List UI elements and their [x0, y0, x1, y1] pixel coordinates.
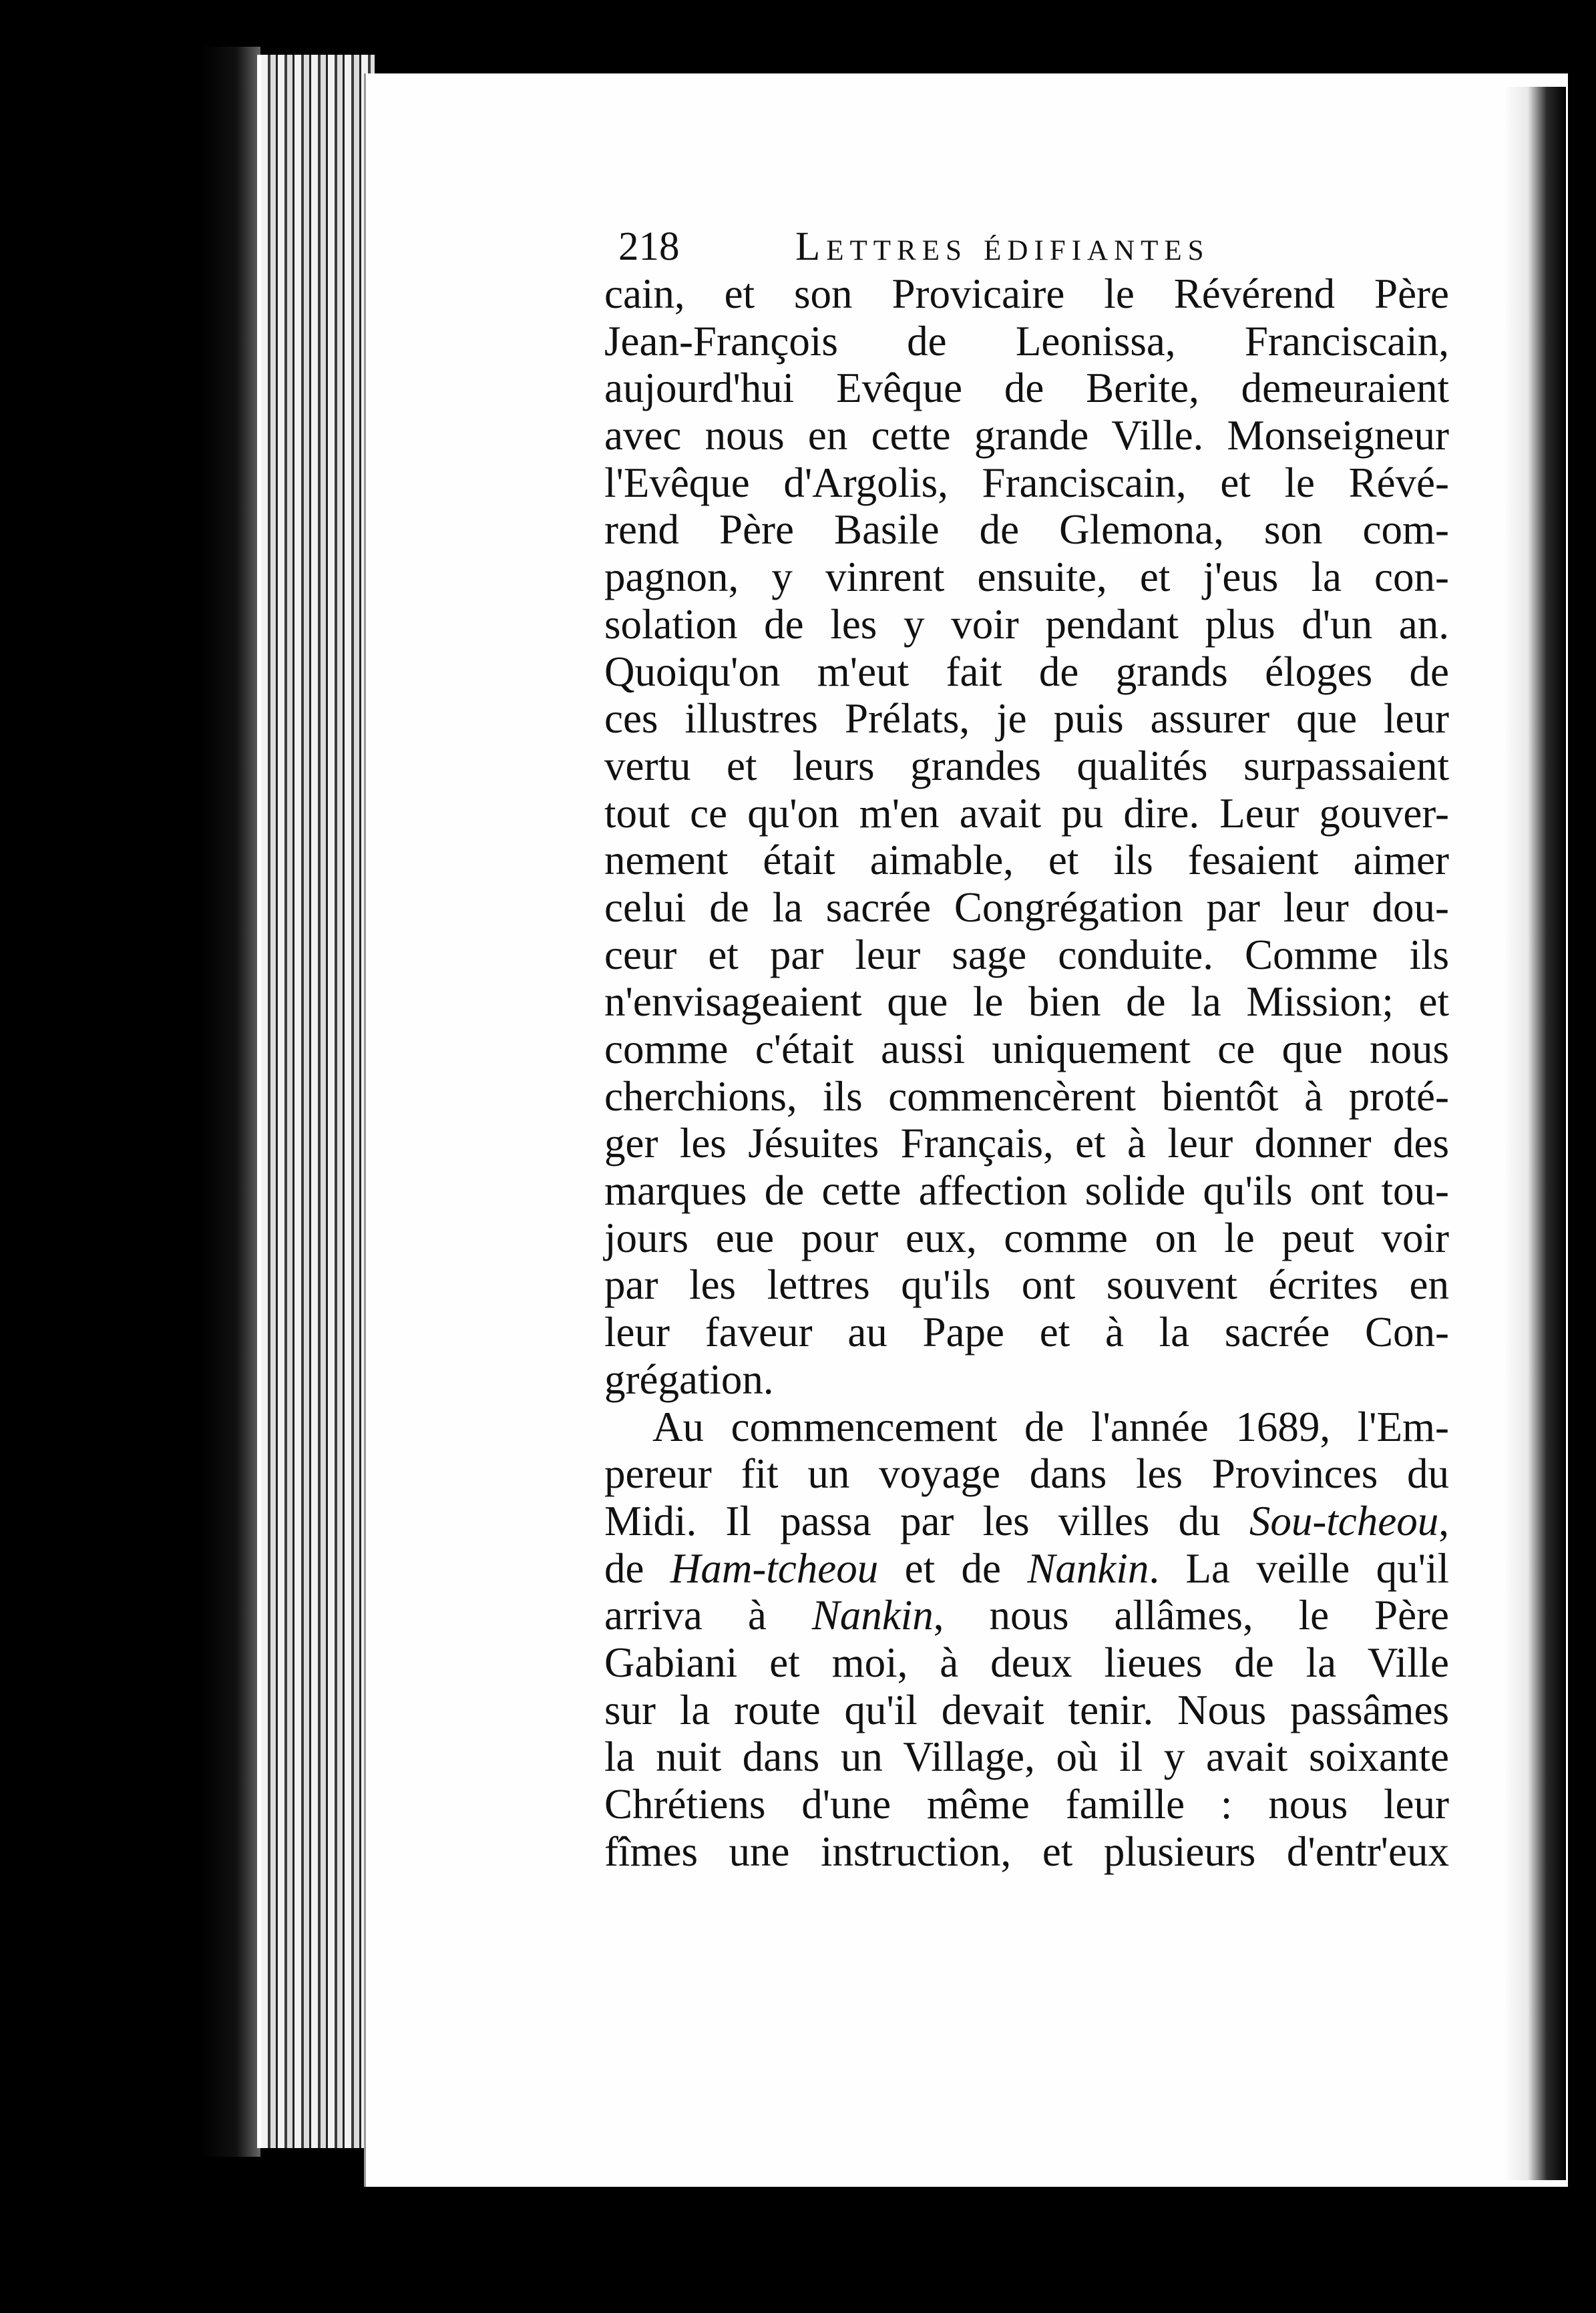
text-segment: , nous allâmes, le Père [933, 1592, 1450, 1639]
text-line: sur la route qu'il devait tenir. Nous passâmes [604, 1686, 1449, 1733]
body-text [604, 270, 1449, 1875]
text-line: l'Evêque d'Argolis, Franciscain, et le Révé- [604, 459, 1449, 506]
text-line: solation de les y voir pendant plus d'un an. [604, 600, 1449, 648]
page-right-edge [1503, 87, 1566, 2180]
text-line: fîmes une instruction, et plusieurs d'entr'eux [604, 1828, 1449, 1875]
text-line: tout ce qu'on m'en avait pu dire. Leur gouver- [604, 789, 1449, 837]
text-line: avec nous en cette grande Ville. Monseigneur [604, 412, 1449, 459]
text-line: jours eue pour eux, comme on le peut voir [604, 1214, 1449, 1261]
text-line: aujourd'hui Evêque de Berite, demeuraient [604, 365, 1449, 412]
place-name: Sou-tcheou [1249, 1497, 1439, 1544]
page-stack-edge [257, 55, 375, 2148]
text-line: cain, et son Provicaire le Révérend Père [604, 270, 1449, 317]
text-segment: . La veille qu'il [1149, 1544, 1449, 1592]
text-line: Chrétiens d'une même famille : nous leur [604, 1781, 1449, 1828]
text-segment: et de [904, 1544, 1001, 1592]
text-line: Jean-François de Leonissa, Franciscain, [604, 317, 1449, 365]
text-line: cherchions, ils commencèrent bientôt à proté- [604, 1072, 1449, 1120]
text-line: marques de cette affection solide qu'ils ont tou- [604, 1167, 1449, 1215]
text-line: ces illustres Prélats, je puis assurer que leur [604, 695, 1449, 743]
text-segment: arriva à [604, 1592, 767, 1639]
text-line: vertu et leurs grandes qualités surpassaient [604, 742, 1449, 789]
text-line: pagnon, y vinrent ensuite, et j'eus la con- [604, 554, 1449, 601]
text-line: comme c'était aussi uniquement ce que nous [604, 1026, 1449, 1072]
text-segment: de [604, 1544, 644, 1592]
text-line: celui de la sacrée Congrégation par leur dou- [604, 883, 1449, 931]
page-header [618, 224, 1446, 270]
text-line: grégation. [604, 1355, 774, 1403]
text-line: Quoiqu'on m'eut fait de grands éloges de [604, 648, 1449, 695]
text-line: Au commencement de l'année 1689, l'Em- [652, 1403, 1449, 1450]
running-title: Lettres édifiantes [795, 224, 1210, 269]
text-line: Gabiani et moi, à deux lieues de la Ville [604, 1639, 1449, 1686]
book-binding [200, 47, 260, 2157]
text-line: ceur et par leur sage conduite. Comme ils [604, 931, 1449, 978]
text-line: n'envisageaient que le bien de la Mission; et [604, 978, 1449, 1026]
text-segment: , [1438, 1497, 1449, 1544]
text-line: par les lettres qu'ils ont souvent écrites en [604, 1261, 1449, 1309]
text-line-mixed [604, 1592, 1449, 1639]
text-line: leur faveur au Pape et à la sacrée Con- [604, 1309, 1449, 1356]
text-line: nement était aimable, et ils fesaient aimer [604, 837, 1449, 884]
text-line: pereur fit un voyage dans les Provinces du [604, 1450, 1449, 1498]
text-line: rend Père Basile de Glemona, son com- [604, 506, 1449, 554]
text-segment: Midi. Il passa par les villes du [604, 1497, 1221, 1544]
text-line: la nuit dans un Village, où il y avait soixante [604, 1733, 1449, 1781]
text-line: ger les Jésuites Français, et à leur donner des [604, 1120, 1449, 1167]
place-name: Ham-tcheou [670, 1544, 879, 1592]
text-line-mixed [604, 1545, 1449, 1593]
page-number: 218 [618, 224, 680, 269]
place-name: Nankin [811, 1592, 934, 1639]
text-line-mixed [604, 1498, 1449, 1545]
place-name: Nankin [1027, 1544, 1149, 1592]
